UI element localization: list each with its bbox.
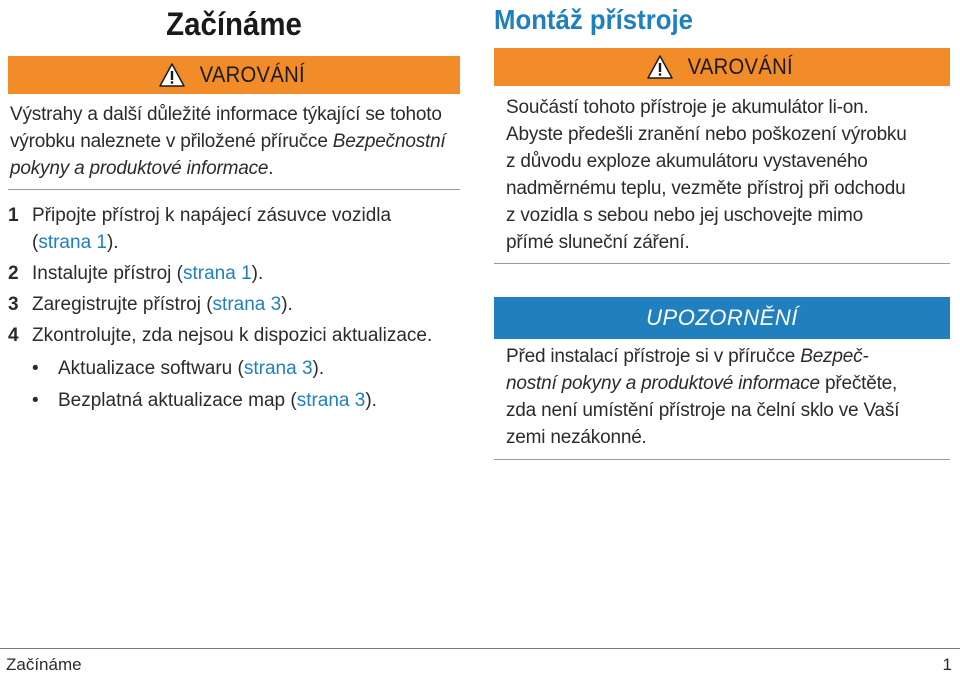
section-title: Montáž přístroje bbox=[494, 4, 693, 35]
link-strana-3[interactable]: strana 3 bbox=[212, 294, 282, 315]
bullet-software-update: • Aktualizace softwaru (strana 3). bbox=[32, 358, 325, 379]
warning-banner bbox=[494, 48, 950, 86]
warning-triangle-icon bbox=[647, 55, 673, 79]
warning-triangle-icon bbox=[159, 63, 185, 87]
divider bbox=[494, 263, 950, 264]
step-4: 4 Zkontrolujte, zda nejsou k dispozici aktualizace. bbox=[8, 325, 433, 346]
divider bbox=[8, 189, 460, 190]
bullet-map-update: • Bezplatná aktualizace map (strana 3). bbox=[32, 390, 377, 411]
warning-text: Výstrahy a další důležité informace týkající se tohoto výrobku naleznete v přiložené příručce Bezpečnostní pokyny a produktové informace. bbox=[10, 104, 446, 179]
step-1-continued: (strana 1). bbox=[32, 232, 119, 253]
link-strana-3[interactable]: strana 3 bbox=[243, 358, 313, 379]
warning-label: VAROVÁNÍ bbox=[687, 54, 793, 79]
link-strana-3[interactable]: strana 3 bbox=[296, 390, 366, 411]
link-strana-1[interactable]: strana 1 bbox=[38, 232, 107, 253]
footer-divider bbox=[0, 648, 960, 649]
page-number: 1 bbox=[942, 655, 952, 674]
caution-text: Před instalací přístroje si v příručce Bezpeč- nostní pokyny a produktové informace přečtěte, zda není umístění přístroje na čelní sklo ve Vaší zemi nezákonné. bbox=[506, 346, 900, 448]
warning-text: Součástí tohoto přístroje je akumulátor li-on. Abyste předešli zranění nebo poškození výrobku z důvodu exploze akumulátoru vystaveného nadměrnému teplu, vezměte přístroj při odchodu z vozidla s sebou nebo jej uschovejte mimo přímé sluneční záření. bbox=[506, 97, 907, 253]
caution-label: UPOZORNĚNÍ bbox=[646, 305, 798, 330]
warning-banner bbox=[8, 56, 460, 94]
step-3: 3 Zaregistrujte přístroj (strana 3). bbox=[8, 294, 293, 315]
step-2: 2 Instalujte přístroj (strana 1). bbox=[8, 263, 264, 284]
footer-section: Začínáme bbox=[6, 655, 82, 674]
step-1: 1 Připojte přístroj k napájecí zásuvce vozidla bbox=[8, 205, 392, 226]
divider bbox=[494, 459, 950, 460]
warning-label: VAROVÁNÍ bbox=[199, 62, 305, 87]
page-title: Začínáme bbox=[166, 6, 302, 42]
caution-banner bbox=[494, 297, 950, 339]
link-strana-1[interactable]: strana 1 bbox=[183, 263, 252, 284]
